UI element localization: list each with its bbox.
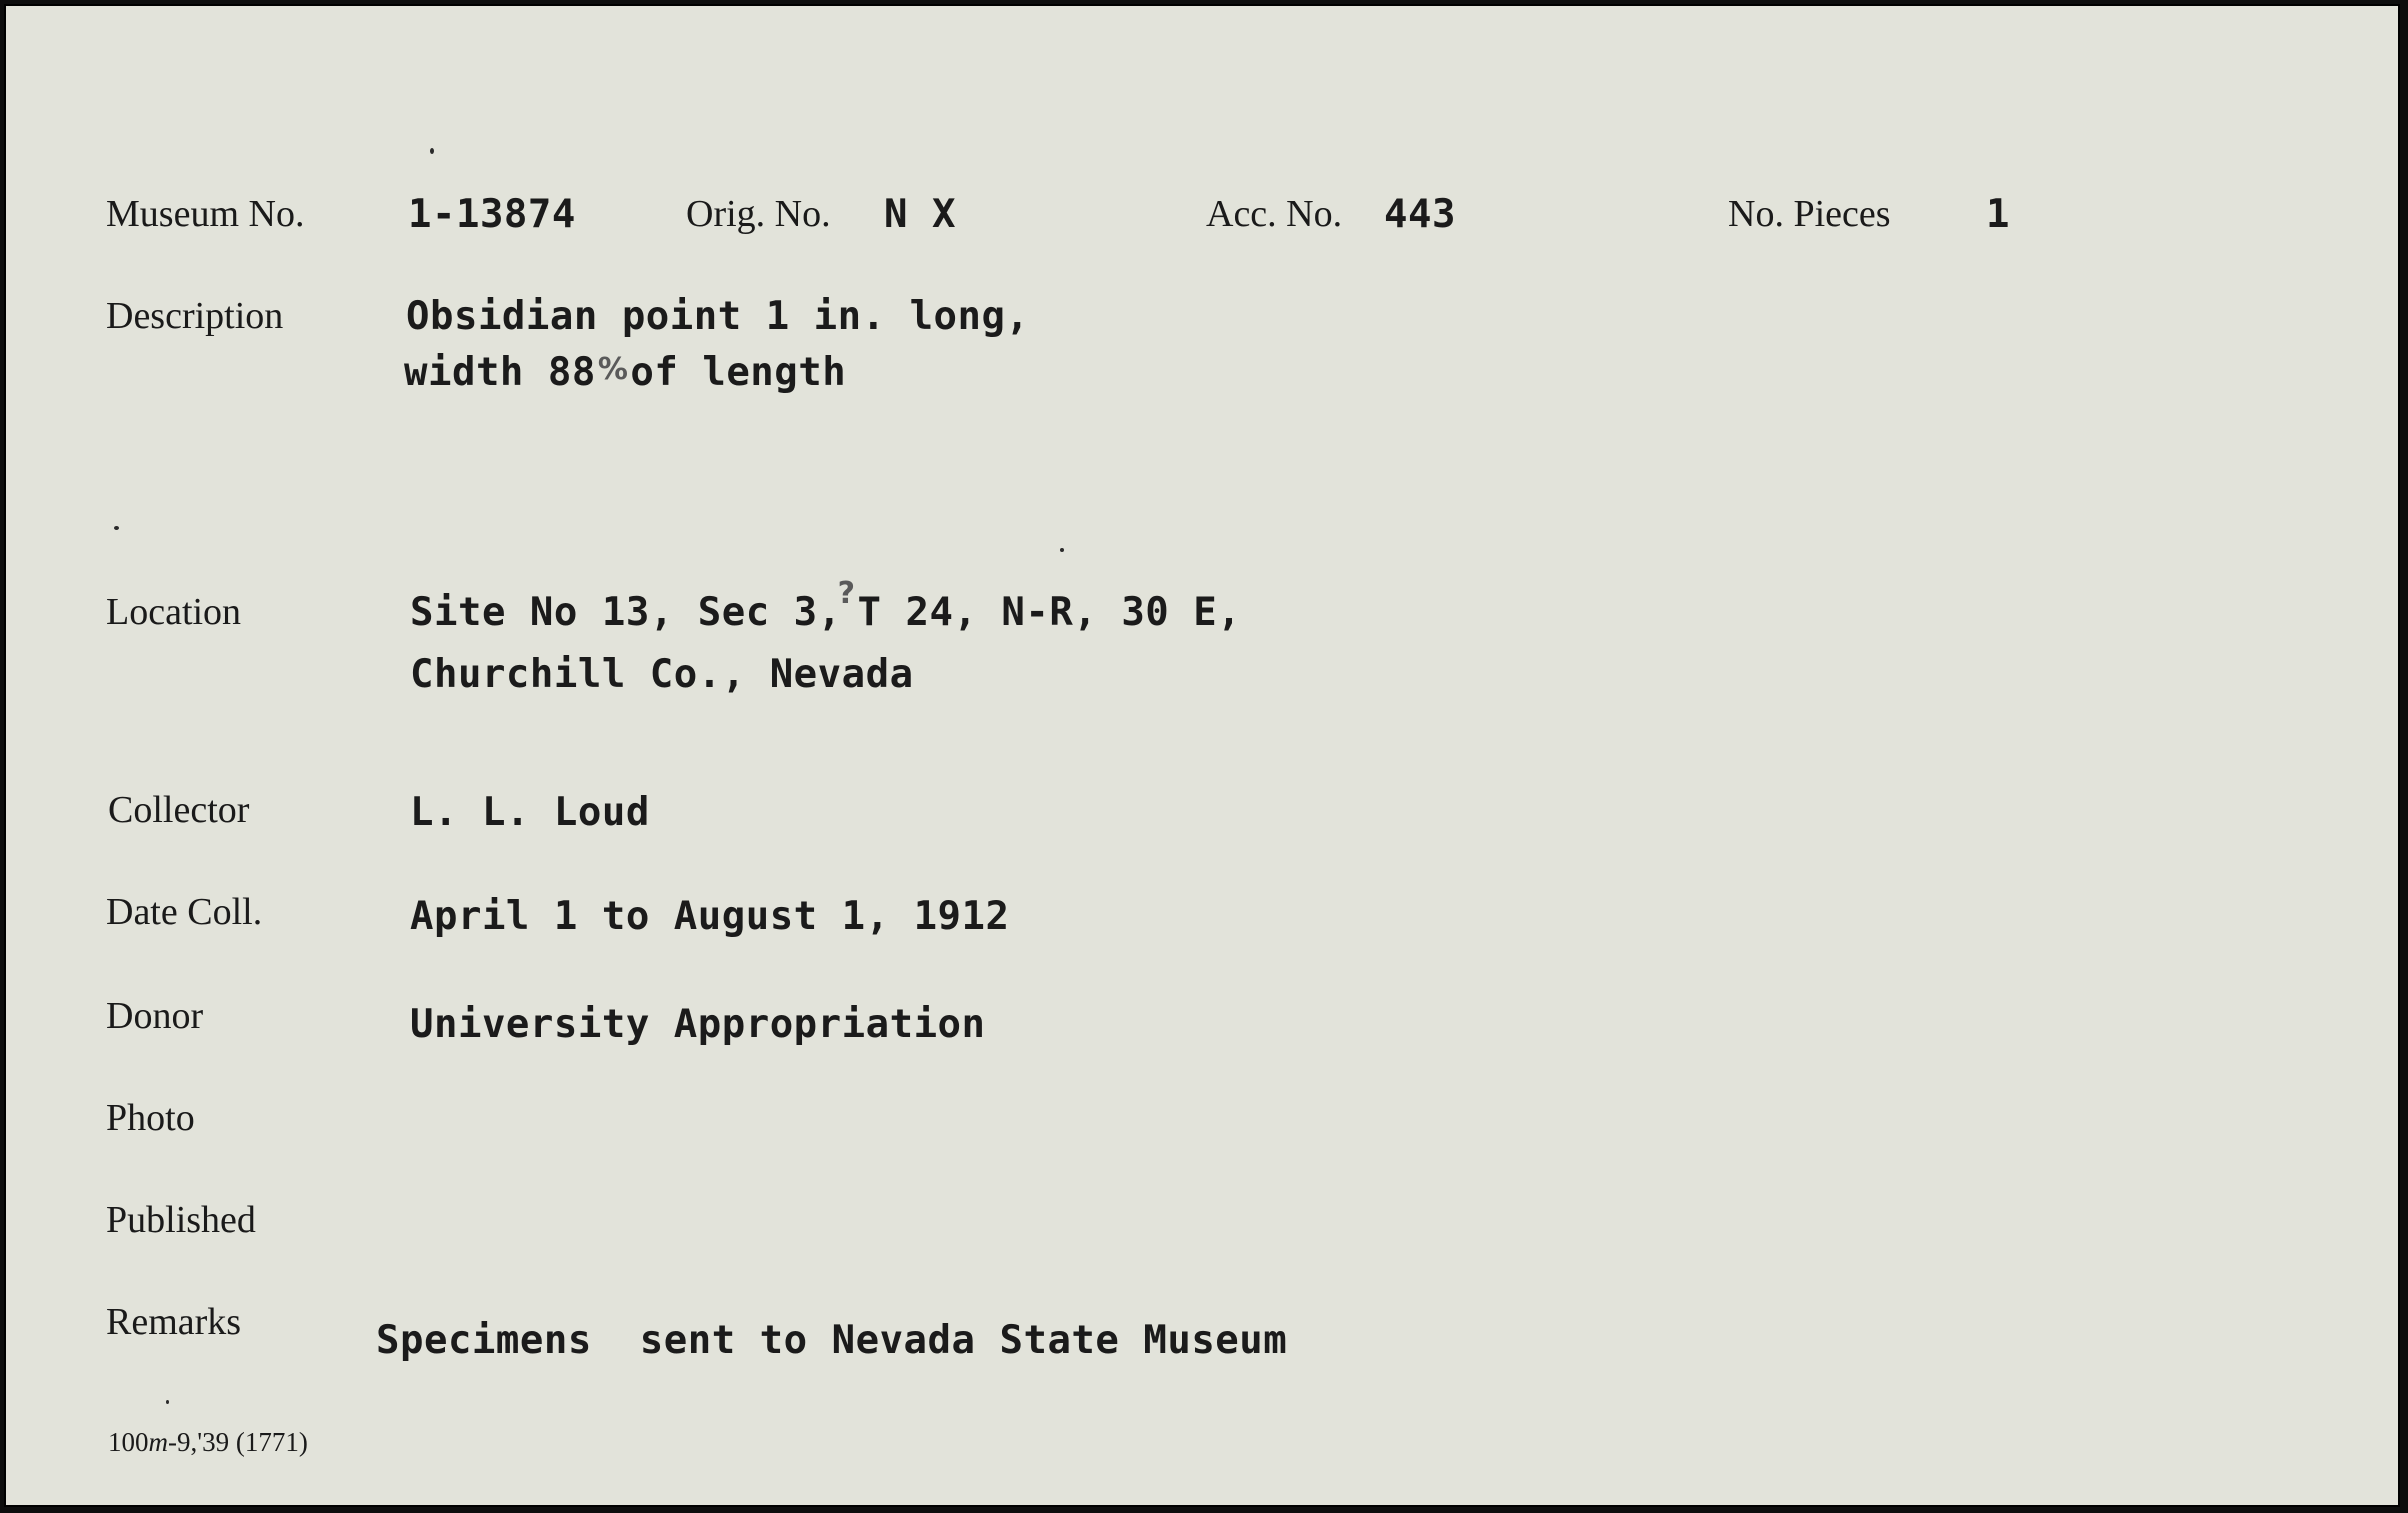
catalog-card (4, 4, 2400, 1507)
photo-label: Photo (106, 1097, 195, 1139)
location-line2: Churchill Co., Nevada (410, 652, 914, 697)
speck (1060, 548, 1064, 552)
donor-label: Donor (106, 995, 204, 1037)
location-label: Location (106, 591, 242, 633)
description-line2-end: of length (630, 350, 847, 395)
location-line1-end: T 24, N-R, 30 E, (857, 590, 1242, 635)
print-code-suffix: -9,'39 (1771) (168, 1427, 308, 1457)
collector-value: L. L. Loud (410, 790, 650, 835)
museum-no-value: 1-13874 (408, 192, 576, 237)
description-line1: Obsidian point 1 in. long, (406, 294, 1030, 339)
published-label: Published (106, 1199, 256, 1241)
description-line2-start: width 88 (404, 350, 596, 395)
speck (166, 1400, 169, 1404)
location-line1-start: Site No 13, Sec 3, (410, 590, 842, 635)
no-pieces-label: No. Pieces (1728, 193, 1891, 235)
collector-label: Collector (108, 789, 250, 831)
no-pieces-value: 1 (1986, 192, 2010, 237)
location-line1 (410, 576, 1242, 635)
orig-no-label: Orig. No. (686, 193, 831, 235)
acc-no-label: Acc. No. (1206, 193, 1343, 235)
remarks-value: Specimens sent to Nevada State Museum (376, 1318, 1288, 1363)
donor-value: University Appropriation (410, 1002, 986, 1047)
acc-no-value: 443 (1384, 192, 1456, 237)
percent-handwritten: % (597, 352, 629, 387)
print-code-italic: m (148, 1427, 168, 1457)
description-line2 (404, 350, 846, 395)
date-coll-label: Date Coll. (106, 891, 263, 933)
orig-no-value: N X (884, 192, 956, 237)
question-handwritten: ? (837, 576, 856, 611)
speck (114, 526, 119, 530)
print-code (108, 1427, 308, 1458)
description-label: Description (106, 295, 284, 337)
museum-no-label: Museum No. (106, 193, 305, 235)
print-code-prefix: 100 (108, 1427, 149, 1457)
remarks-label: Remarks (106, 1301, 242, 1343)
speck (430, 148, 434, 154)
date-coll-value: April 1 to August 1, 1912 (410, 894, 1010, 939)
